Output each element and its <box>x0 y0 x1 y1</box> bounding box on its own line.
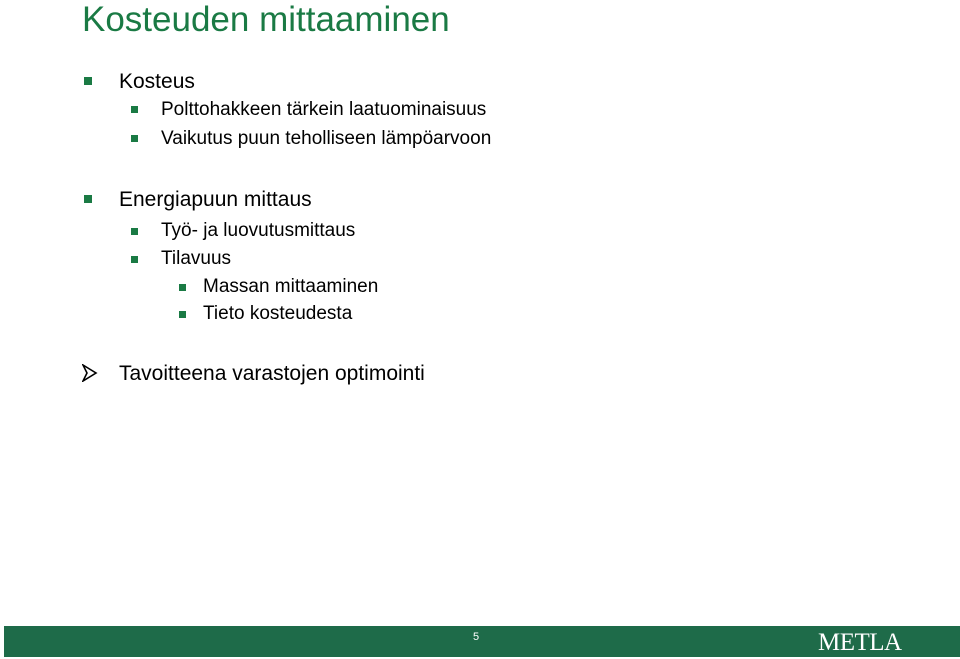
square-bullet-icon <box>131 106 138 113</box>
bullet-item: Tilavuus <box>161 248 232 269</box>
bullet-item: Tieto kosteudesta <box>203 303 353 324</box>
square-bullet-icon <box>131 256 138 263</box>
page-number: 5 <box>473 631 480 643</box>
bullet-item: Vaikutus puun teholliseen lämpöarvoon <box>161 128 492 149</box>
bullet-item: Massan mittaaminen <box>203 276 379 297</box>
bullet-item: Tavoitteena varastojen optimointi <box>119 362 425 385</box>
square-bullet-icon <box>84 77 92 85</box>
square-bullet-icon <box>179 311 186 318</box>
footer-bar <box>4 626 960 657</box>
bullet-item: Kosteus <box>119 70 195 93</box>
arrow-bullet-icon <box>82 364 98 382</box>
bullet-item: Työ- ja luovutusmittaus <box>161 220 356 241</box>
square-bullet-icon <box>131 228 138 235</box>
square-bullet-icon <box>131 135 138 142</box>
metla-logo: METLA <box>818 629 902 656</box>
bullet-item: Polttohakkeen tärkein laatuominaisuus <box>161 99 487 120</box>
bullet-item: Energiapuun mittaus <box>119 188 312 211</box>
square-bullet-icon <box>84 195 92 203</box>
square-bullet-icon <box>179 284 186 291</box>
slide-title: Kosteuden mittaaminen <box>82 0 450 39</box>
